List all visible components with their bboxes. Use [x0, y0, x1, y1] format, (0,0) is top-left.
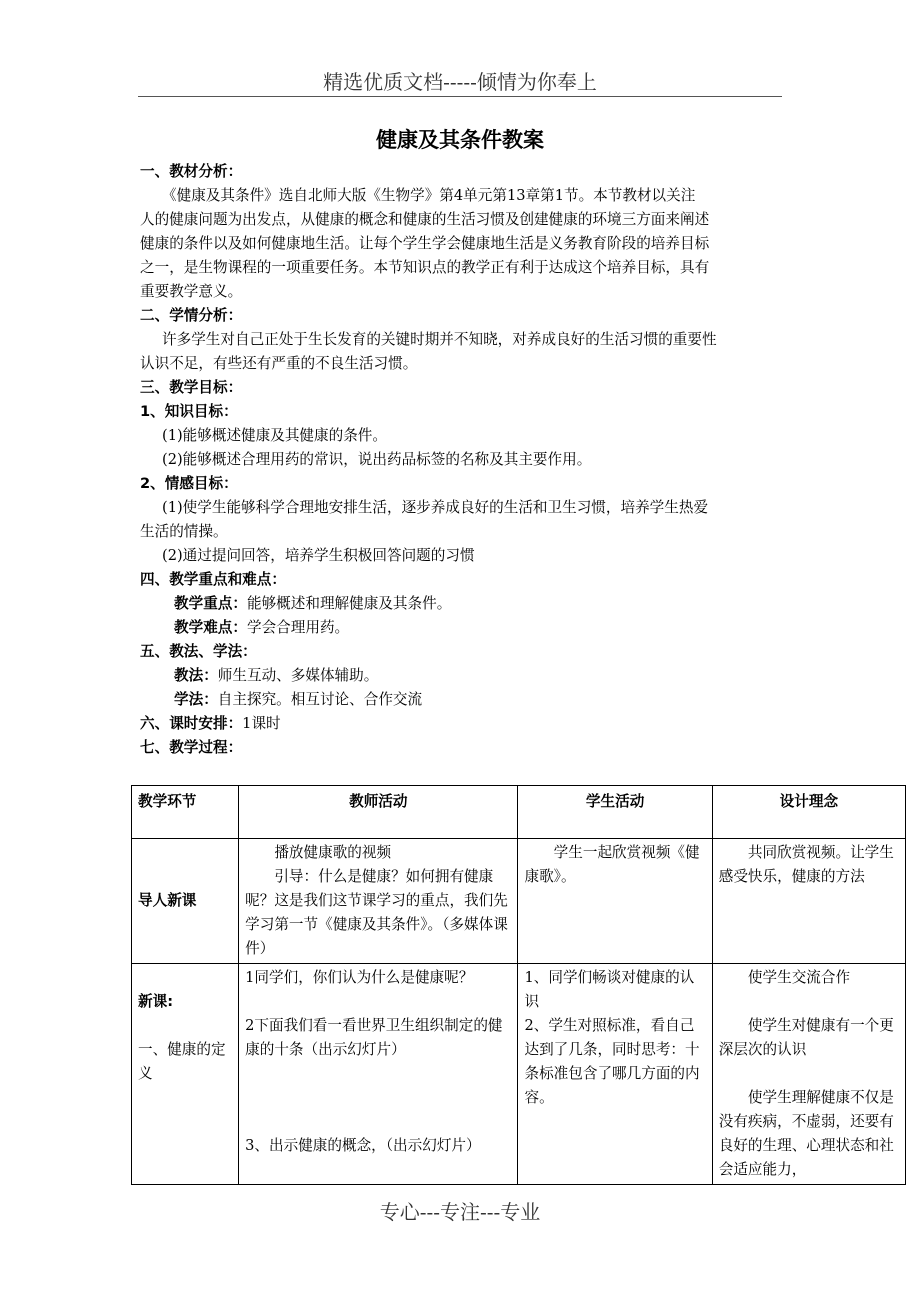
stage-label: 导人新课: [138, 892, 197, 909]
student-activity: 学生一起欣赏视频《健康歌》。: [524, 844, 700, 885]
subsection-heading: 2、情感目标：: [140, 475, 238, 492]
design-rationale: 使学生理解健康不仅是没有疾病，不虚弱，还要有良好的生理、心理状态和社会适应能力，: [718, 1089, 894, 1178]
diff-label: 教学难点：: [174, 619, 247, 636]
student-cell: [518, 964, 712, 1185]
teacher-activity: 1同学们，你们认为什么是健康呢？: [245, 969, 474, 986]
key-point: [140, 592, 790, 616]
column-header: 学生活动: [518, 786, 712, 839]
design-cell: [712, 839, 905, 964]
teacher-activity: 2下面我们看一看世界卫生组织制定的健康的十条（出示幻灯片）: [245, 1017, 503, 1058]
section-heading: 五、教法、学法：: [140, 643, 257, 660]
teaching-process-table: [131, 785, 906, 1185]
objective-item: (1)能够概述健康及其健康的条件。: [162, 427, 387, 444]
table-row: [132, 964, 906, 1185]
stage-label: 新课:: [138, 993, 174, 1010]
class-hours-value: 1课时: [242, 715, 281, 732]
student-activity: 1、同学们畅谈对健康的认识: [524, 969, 695, 1010]
stage-cell: [132, 839, 239, 964]
document-title: 健康及其条件教案: [376, 128, 544, 152]
teacher-activity: 引导：什么是健康？如何拥有健康呢？这是我们这节课学习的重点，我们先学习第一节《健康及其条件》。（多媒体课件）: [245, 868, 508, 957]
objective-item: (2)能够概述合理用药的常识，说出药品标签的名称及其主要作用。: [162, 451, 592, 468]
method-value: 师生互动、多媒体辅助。: [217, 667, 379, 684]
paragraph-line: 重要教学意义。: [140, 283, 243, 300]
learning-value: 自主探究。相互讨论、合作交流: [217, 691, 423, 708]
student-cell: [518, 839, 712, 964]
design-rationale: 共同欣赏视频。让学生感受快乐，健康的方法: [718, 844, 894, 885]
stage-sublabel: 一、健康的定义: [138, 1041, 226, 1082]
paragraph-line: 人的健康问题为出发点，从健康的概念和健康的生活习惯及创建健康的环境三方面来阐述: [140, 211, 710, 228]
section-heading: 七、教学过程：: [140, 739, 243, 756]
design-rationale: 使学生对健康有一个更深层次的认识: [718, 1017, 894, 1058]
teacher-cell: [239, 964, 518, 1185]
design-rationale: 使学生交流合作: [747, 969, 851, 986]
paragraph-line: 之一，是生物课程的一项重要任务。本节知识点的教学正有利于达成这个培养目标，具有: [140, 259, 710, 276]
stage-cell: [132, 964, 239, 1185]
teacher-activity: 3、出示健康的概念，（出示幻灯片）: [245, 1137, 481, 1154]
objective-item: (2)通过提问回答，培养学生积极回答问题的习惯: [162, 547, 475, 564]
objective-item: (1)使学生能够科学合理地安排生活，逐步养成良好的生活和卫生习惯，培养学生热爱: [162, 499, 709, 516]
section-heading: 六、课时安排：: [140, 715, 243, 732]
section-heading: 一、教材分析：: [140, 163, 243, 180]
learning-label: 学法：: [174, 691, 218, 708]
page-header: 精选优质文档-----倾情为你奉上: [323, 70, 597, 94]
page-footer: 专心---专注---专业: [379, 1200, 541, 1224]
table-header-row: [132, 786, 906, 839]
key-label: 教学重点：: [174, 595, 247, 612]
difficult-point: [140, 616, 790, 640]
objective-item-cont: 生活的情操。: [140, 523, 228, 540]
section-heading: 三、教学目标：: [140, 379, 243, 396]
section-heading: 四、教学重点和难点：: [140, 571, 286, 588]
column-header: 教师活动: [239, 786, 518, 839]
teaching-method: [140, 664, 790, 688]
class-hours: [140, 712, 790, 736]
teacher-cell: [239, 839, 518, 964]
key-value: 能够概述和理解健康及其条件。: [246, 595, 452, 612]
section-heading: 二、学情分析：: [140, 307, 243, 324]
column-header: 教学环节: [132, 786, 239, 839]
learning-method: [140, 688, 790, 712]
paragraph-line: 《健康及其条件》选自北师大版《生物学》第4单元第13章第1节。本节教材以关注: [162, 187, 696, 204]
method-label: 教法：: [174, 667, 218, 684]
subsection-heading: 1、知识目标：: [140, 403, 238, 420]
paragraph-line: 认识不足，有些还有严重的不良生活习惯。: [140, 355, 418, 372]
diff-value: 学会合理用药。: [246, 619, 350, 636]
design-cell: [712, 964, 905, 1185]
student-activity: 2、学生对照标准，看自己达到了几条，同时思考：十条标准包含了哪几方面的内容。: [524, 1017, 700, 1106]
column-header: 设计理念: [712, 786, 905, 839]
table-row: [132, 839, 906, 964]
document-body: [140, 160, 790, 760]
paragraph-line: 许多学生对自己正处于生长发育的关键时期并不知晓，对养成良好的生活习惯的重要性: [162, 331, 717, 348]
header-divider: [138, 96, 782, 97]
paragraph-line: 健康的条件以及如何健康地生活。让每个学生学会健康地生活是义务教育阶段的培养目标: [140, 235, 710, 252]
teacher-activity: 播放健康歌的视频: [274, 844, 392, 861]
